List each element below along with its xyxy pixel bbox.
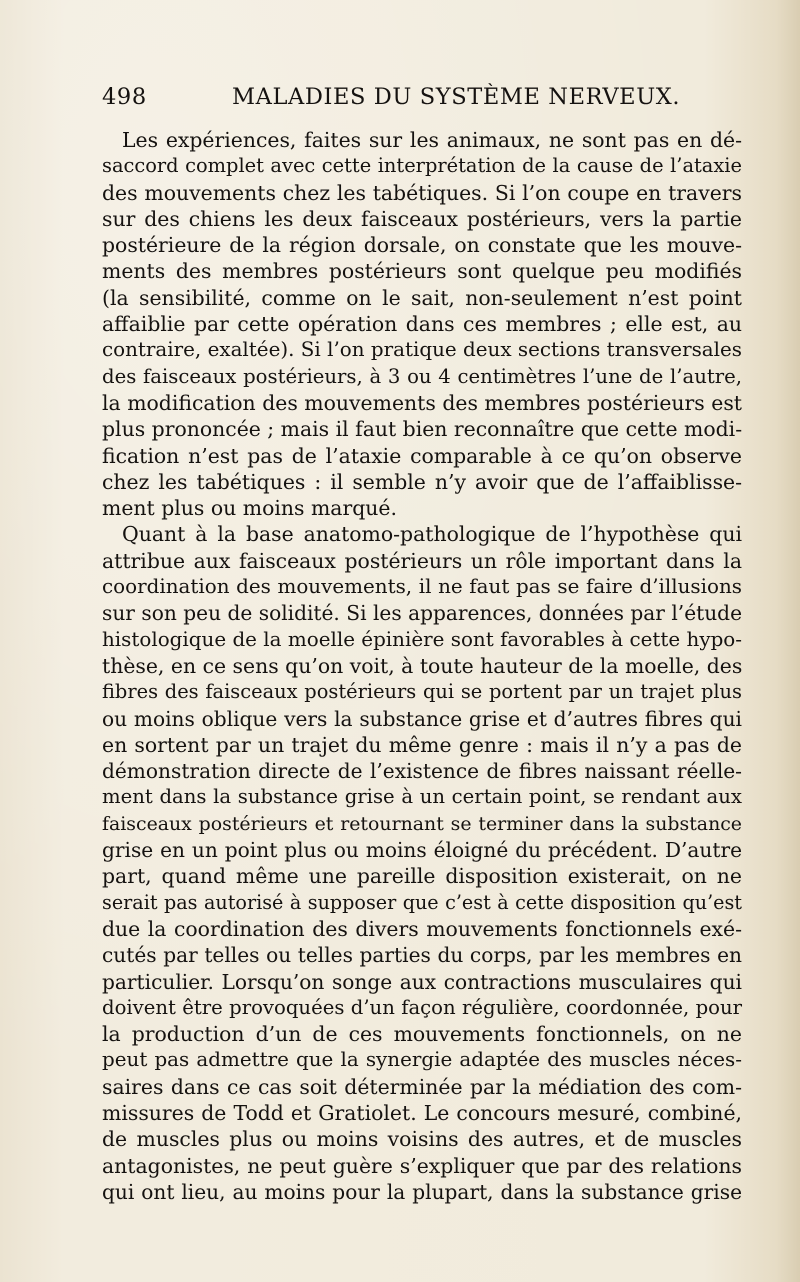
text-line: fibres des faisceaux postérieurs qui se portent par un trajet plus: [102, 680, 742, 704]
body-text: [102, 127, 742, 1205]
text-line: cutés par telles ou telles parties du corps, par les membres en: [102, 943, 742, 968]
text-line: contraire, exaltée). Si l’on pratique deux sections transversales: [102, 338, 742, 362]
text-line: attribue aux faisceaux postérieurs un rôle important dans la: [102, 548, 742, 573]
text-line: plus prononcée ; mais il faut bien reconnaître que cette modi-: [102, 417, 743, 442]
text-line: peut pas admettre que la synergie adaptée des muscles néces-: [102, 1048, 742, 1072]
text-line: grise en un point plus ou moins éloigné du précédent. D’autre: [102, 838, 742, 863]
text-line: serait pas autorisé à supposer que c’est à cette disposition qu’est: [102, 890, 742, 914]
text-line: Les expériences, faites sur les animaux, ne sont pas en dé-: [122, 128, 742, 152]
text-line: en sortent par un trajet du même genre : mais il n’y a pas de: [102, 732, 742, 757]
text-line: antagonistes, ne peut guère s’expliquer que par des relations: [102, 1153, 742, 1178]
paragraph-2: [102, 521, 742, 1205]
text-line: histologique de la moelle épinière sont favorables à cette hypo-: [102, 627, 742, 651]
text-line: saccord complet avec cette interprétation de la cause de l’ataxie: [102, 154, 742, 178]
text-line: ment plus ou moins marqué.: [102, 496, 397, 521]
text-line: part, quand même une pareille disposition existerait, on ne: [102, 864, 742, 889]
page-number: 498: [102, 84, 147, 110]
text-line: ou moins oblique vers la substance grise et d’autres fibres qui: [102, 706, 742, 731]
text-line: sur son peu de solidité. Si les apparences, données par l’étude: [102, 601, 742, 626]
text-line: saires dans ce cas soit déterminée par la médiation des com-: [102, 1074, 742, 1099]
text-line: démonstration directe de l’existence de fibres naissant réelle-: [102, 759, 742, 784]
running-title: MALADIES DU SYSTÈME NERVEUX.: [232, 84, 681, 110]
text-line: sur des chiens les deux faisceaux postérieurs, vers la partie: [102, 206, 742, 231]
text-line: faisceaux postérieurs et retournant se terminer dans la substance: [102, 812, 742, 835]
text-line: thèse, en ce sens qu’on voit, à toute hauteur de la moelle, des: [102, 653, 743, 678]
text-line: ments des membres postérieurs sont quelque peu modifiés: [102, 259, 742, 284]
text-line: coordination des mouvements, il ne faut pas se faire d’illusions: [102, 575, 742, 599]
text-line: fication n’est pas de l’ataxie comparable à ce qu’on observe: [102, 443, 742, 468]
text-line: ment dans la substance grise à un certain point, se rendant aux: [102, 785, 742, 809]
text-line: des mouvements chez les tabétiques. Si l’on coupe en travers: [102, 180, 742, 205]
text-line: la modification des mouvements des membres postérieurs est: [102, 390, 742, 415]
paragraph-1: [102, 127, 742, 521]
text-line: affaiblie par cette opération dans ces membres ; elle est, au: [102, 312, 742, 337]
text-line: la production d’un de ces mouvements fonctionnels, on ne: [102, 1022, 742, 1047]
page-header: [102, 84, 742, 114]
text-line: missures de Todd et Gratiolet. Le concours mesuré, combiné,: [102, 1100, 742, 1125]
text-line: chez les tabétiques : il semble n’y avoir que de l’affaiblisse-: [102, 469, 742, 494]
text-line: particulier. Lorsqu’on songe aux contractions musculaires qui: [102, 969, 742, 994]
text-line: postérieure de la région dorsale, on constate que les mouve-: [102, 233, 742, 258]
text-line: doivent être provoquées d’un façon régulière, coordonnée, pour: [102, 995, 742, 1019]
text-line: des faisceaux postérieurs, à 3 ou 4 centimètres l’une de l’autre,: [102, 364, 742, 388]
text-line: qui ont lieu, au moins pour la plupart, dans la substance grise: [102, 1179, 742, 1204]
text-line: de muscles plus ou moins voisins des autres, et de muscles: [102, 1127, 742, 1152]
text-line: (la sensibilité, comme on le sait, non-seulement n’est point: [102, 285, 742, 310]
text-line: due la coordination des divers mouvements fonctionnels exé-: [102, 916, 742, 941]
text-line: Quant à la base anatomo-pathologique de l’hypothèse qui: [122, 522, 742, 547]
